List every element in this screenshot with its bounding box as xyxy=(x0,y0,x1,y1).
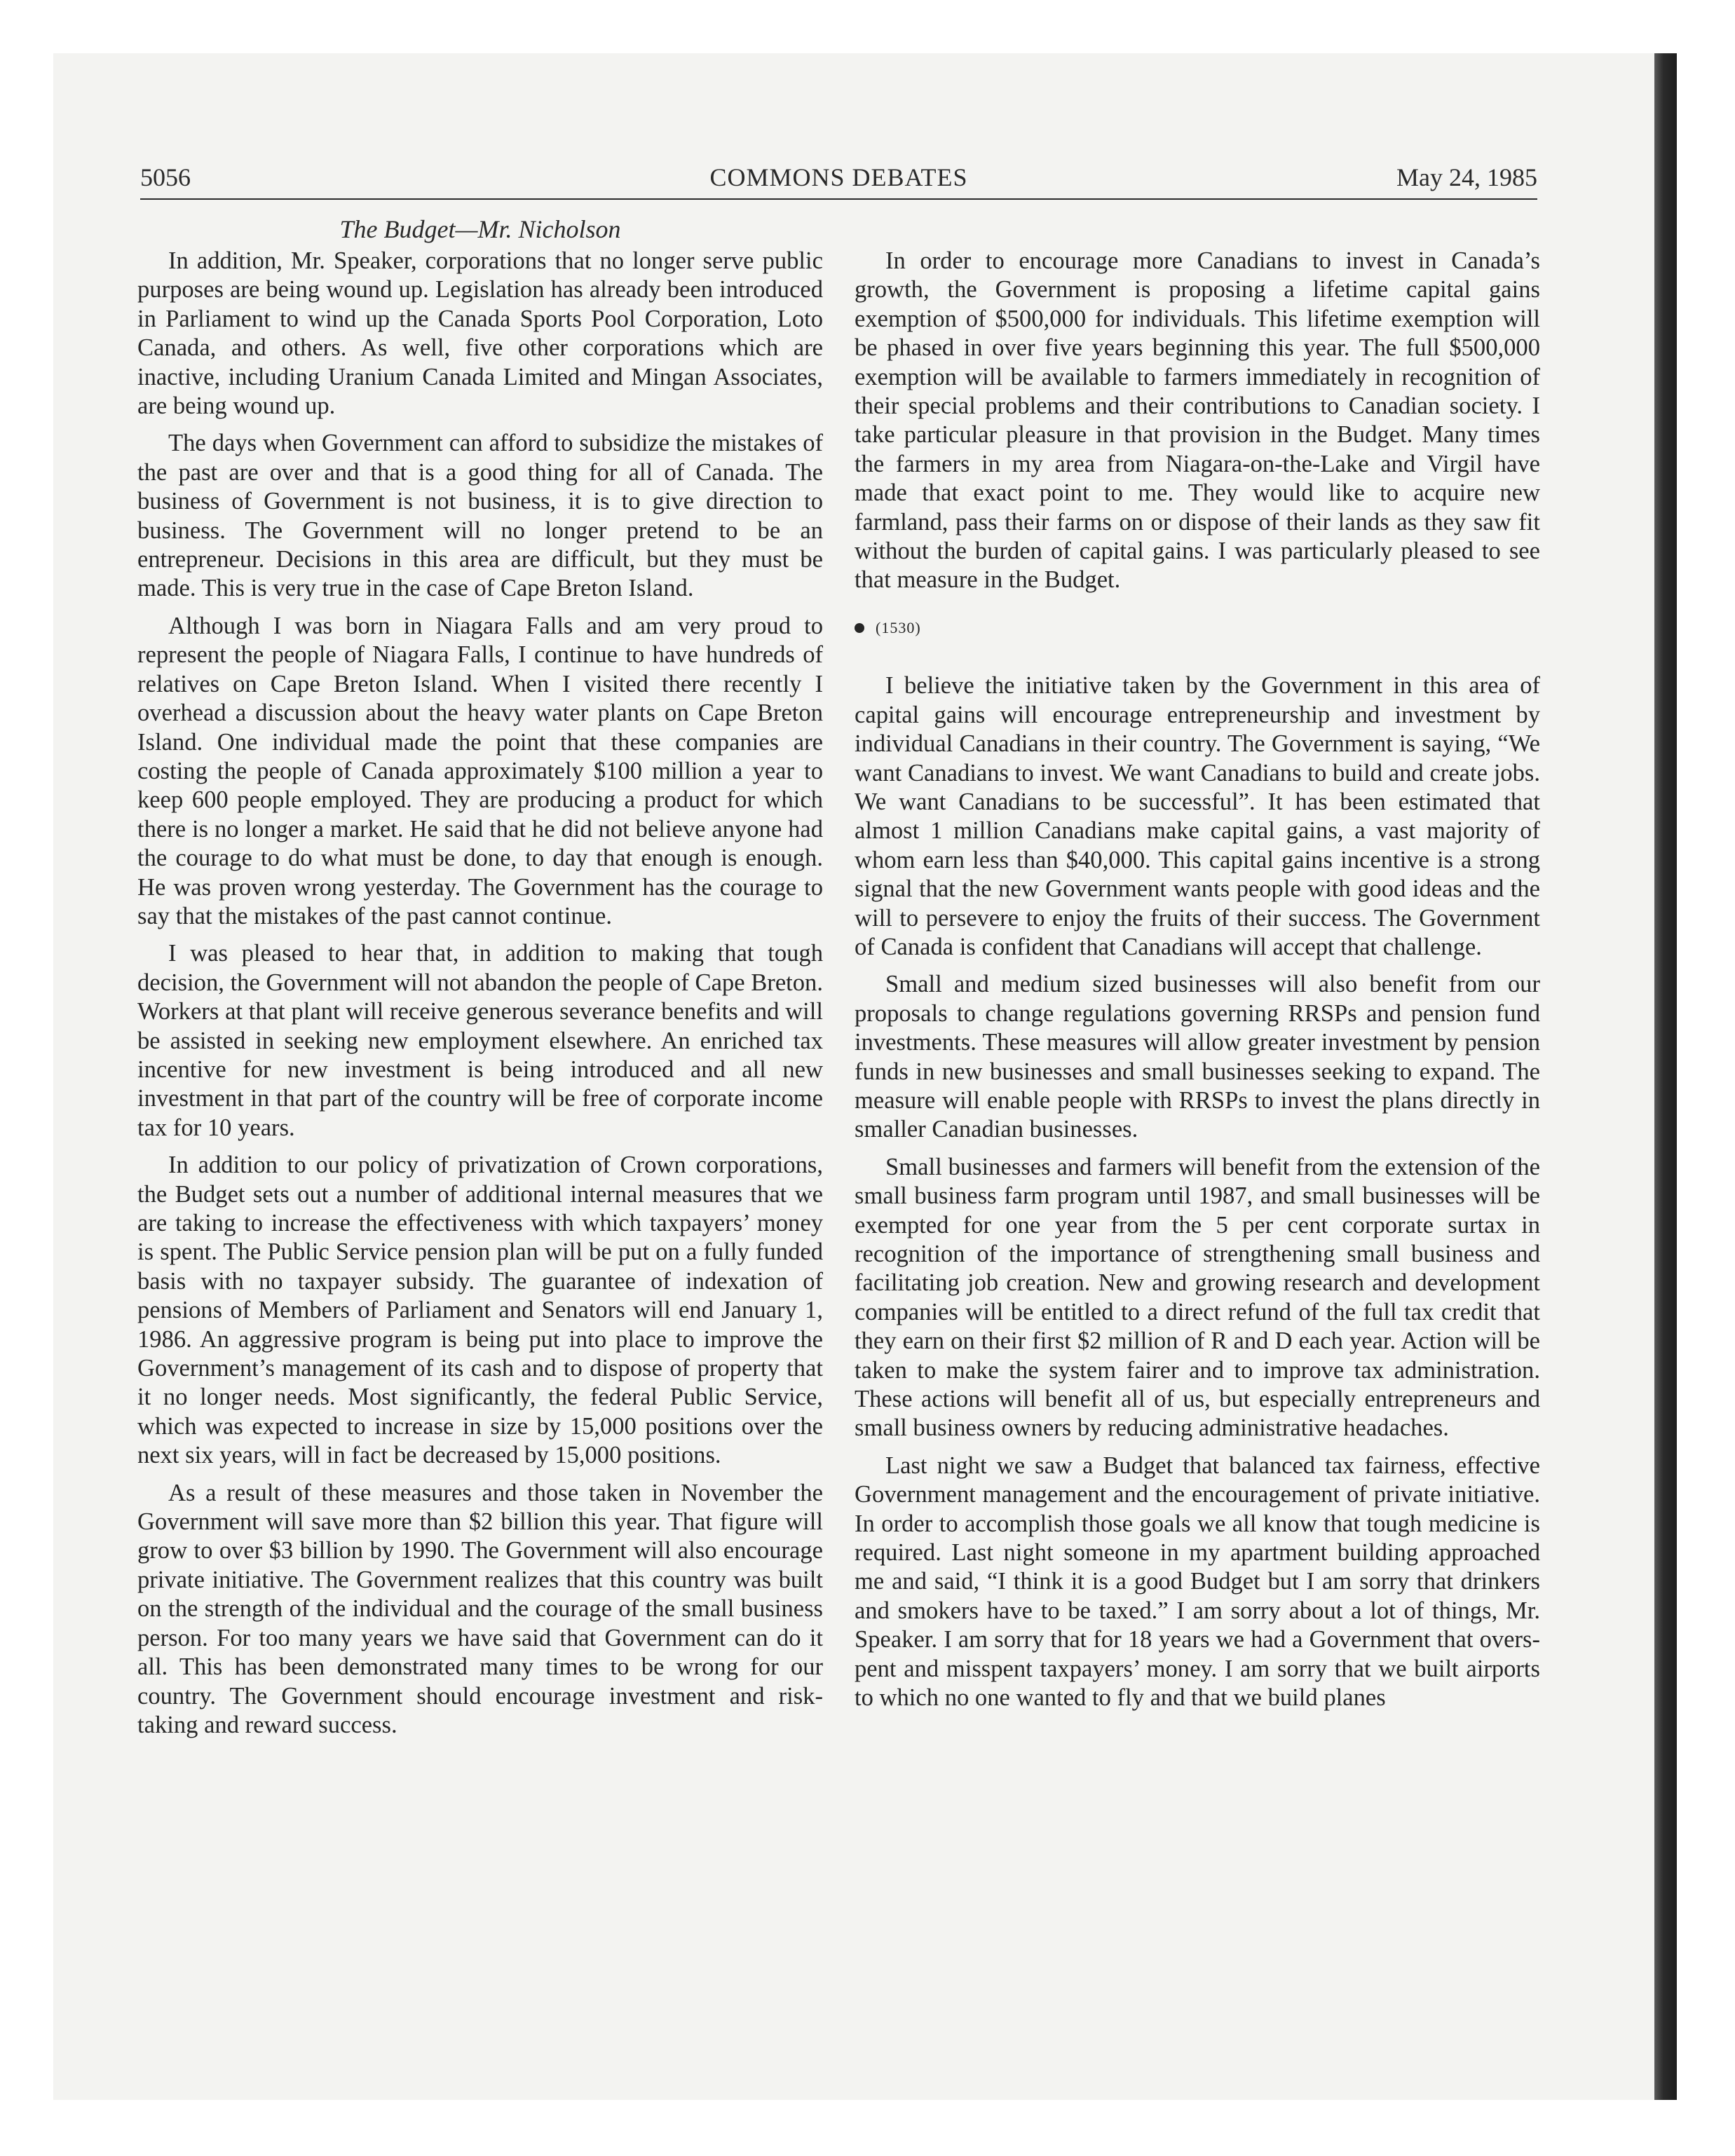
bullet-icon xyxy=(855,623,864,633)
page-header xyxy=(140,163,1537,202)
page-binding-edge xyxy=(1654,53,1677,2100)
paragraph: Small businesses and farmers will benefit from the extension of the small business farm program until 1987, and small businesses will be exempted for one year from the 5 per cent corporate surtax in recognition of the importance of strengthening small business and facilitating job creation. New and growing research and development companies will be entitled to a direct refund of the full tax credit that they earn on their first $2 million of R and D each year. Action will be taken to make the system fairer and to improve tax administration. These actions will benefit all of us, but especially entrepreneurs and small business owners by reducing administrative headaches. xyxy=(855,1153,1540,1442)
paragraph: Small and medium sized businesses will also benefit from our proposals to change regulations governing RRSPs and pension fund investments. These measures will allow greater investment by pension funds in new businesses and small businesses seeking to expand. The measure will enable people with RRSPs to invest the plans directly in smaller Canadian businesses. xyxy=(855,971,1540,1143)
paragraph: Although I was born in Niagara Falls and am very proud to represent the people of Niagara Falls, I continue to have hundreds of relatives on Cape Breton Island. When I visited there recently I overhead a discussion about the heavy water plants on Cape Breton Island. One individual made the point that these companies are costing the people of Canada approximately $100 million a year to keep 600 people employed. They are producing a product for which there is no longer a market. He said that he did not believe anyone had the courage to do what must be done, to day that enough is enough. He was proven wrong yesterday. The Government has the courage to say that the mistakes of the past cannot continue. xyxy=(137,612,823,929)
paragraph: As a result of these measures and those taken in November the Government will save more than $2 billion this year. That figure will grow to over $3 billion by 1990. The Government will also encourage private initiative. The Government realizes that this country was built on the strength of the individual and the courage of the small business person. For too many years we have said that Government can do it all. This has been demonstrated many times to be wrong for our country. The Government should encourage investment and risk-taking and reward success. xyxy=(137,1479,823,1738)
time-marker-label: (1530) xyxy=(876,618,921,636)
left-column xyxy=(137,247,823,1748)
publication-title: COMMONS DEBATES xyxy=(709,163,968,191)
paragraph: In addition, Mr. Speaker, corporations that no longer serve public purposes are being wound up. Legislation has already been introduced in Parliament to wind up the Canada Sports Pool Corporation, Loto Canada, and others. As well, five other corporations which are inactive, including Uranium Canada Limited and Mingan Associates, are being wound up. xyxy=(137,247,823,420)
time-marker xyxy=(855,613,1540,642)
page-number: 5056 xyxy=(140,163,191,191)
paragraph: I was pleased to hear that, in addition to making that tough decision, the Government will not abandon the people of Cape Breton. Workers at that plant will receive generous severance benefits and will be assisted in seeking new employment elsewhere. An enriched tax incentive for new investment is being introduced and all new investment in that part of the country will be free of corporate income tax for 10 years. xyxy=(137,940,823,1141)
right-column xyxy=(855,247,1540,1721)
header-rule xyxy=(140,198,1537,200)
paragraph: In order to encourage more Canadians to invest in Canada’s growth, the Government is proposing a lifetime capital gains exemption of $500,000 for individuals. This lifetime exemption will be phased in over five years beginning this year. The full $500,000 exemption will be available to farmers immediately in recognition of their special problems and their contributions to Canadian society. I take particular pleasure in that provision in the Budget. Many times the farmers in my area from Niagara-on-the-Lake and Virgil have made that exact point to me. They would like to acquire new farmland, pass their farms on or dispose of their lands as they saw fit without the burden of capital gains. I was particularly pleased to see that measure in the Budget. xyxy=(855,247,1540,594)
paragraph: The days when Government can afford to subsidize the mistakes of the past are over and that is a good thing for all of Canada. The business of Government is not business, it is to give direction to business. The Government will no longer pretend to be an entrepreneur. Decisions in this area are difficult, but they must be made. This is very true in the case of Cape Breton Island. xyxy=(137,430,823,602)
paragraph: In addition to our policy of privatization of Crown corporations, the Budget sets out a number of additional internal measures that we are taking to increase the effectiveness with which taxpayers’ money is spent. The Public Service pension plan will be put on a fully funded basis with no taxpayer subsidy. The guarantee of indexation of pensions of Members of Parliament and Senators will end January 1, 1986. An aggressive program is being put into place to improve the Government’s management of its cash and to dispose of property that it no longer needs. Most significantly, the federal Public Service, which was expected to increase in size by 15,000 positions over the next six years, will in fact be decreased by 15,000 positions. xyxy=(137,1152,823,1469)
running-subheading: The Budget—Mr. Nicholson xyxy=(339,215,621,243)
publication-date: May 24, 1985 xyxy=(1396,163,1537,191)
paragraph: I believe the initiative taken by the Government in this area of capital gains will encourage entrepreneurship and investment by individual Canadians in their country. The Government is saying, “We want Canadians to invest. We want Canadians to build and create jobs. We want Canadians to be successful”. It has been estimated that almost 1 million Canadians make capital gains, a vast majority of whom earn less than $40,000. This capital gains incentive is a strong signal that the new Government wants people with good ideas and the will to persevere to enjoy the fruits of their success. The Government of Canada is confident that Canadians will accept that challenge. xyxy=(855,672,1540,960)
paragraph: Last night we saw a Budget that balanced tax fairness, effective Government management and the encouragement of private initiative. In order to accomplish those goals we all know that tough medicine is required. Last night someone in my apartment building approached me and said, “I think it is a good Budget but I am sorry that drinkers and smokers have to be taxed.” I am sorry about a lot of things, Mr. Speaker. I am sorry that for 18 years we had a Government that overspent and misspent taxpayers’ money. I am sorry that we built airports to which no one wanted to fly and that we build planes xyxy=(855,1452,1540,1712)
